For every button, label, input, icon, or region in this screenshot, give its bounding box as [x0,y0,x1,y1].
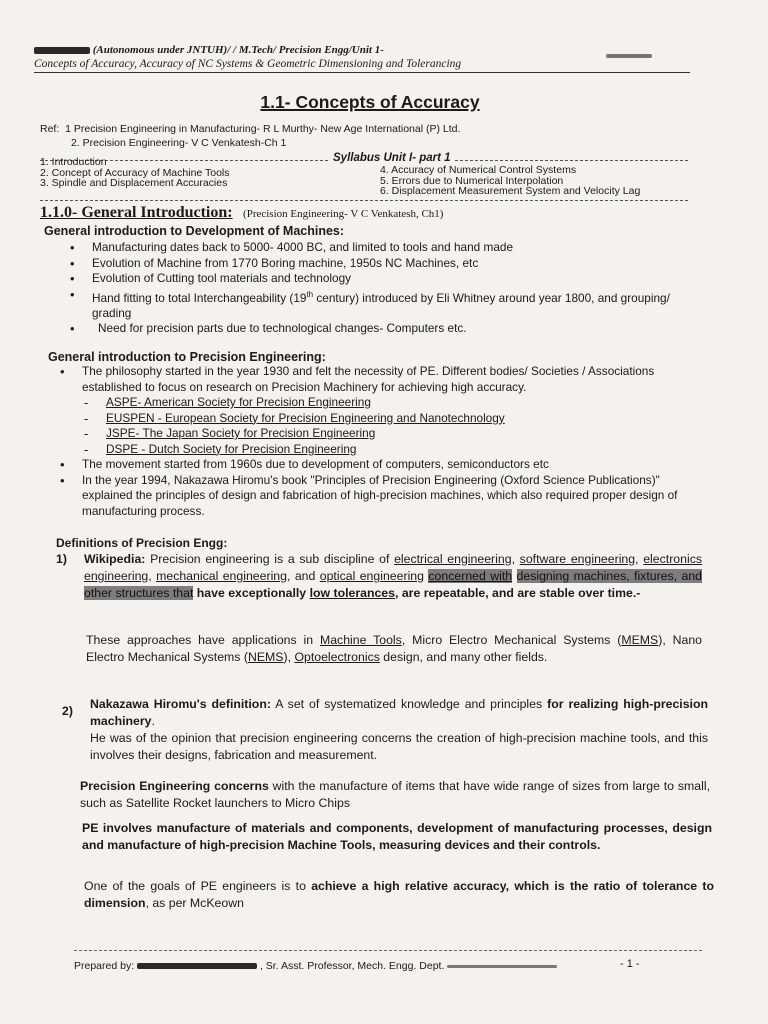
highlighted-text: designing machines, fixtures, and other structures that [84,569,703,600]
list-item: - EUSPEN - European Society for Precision Engineering and Nanotechnology [82,411,690,427]
header-line-1: (Autonomous under JNTUH)/ / M.Tech/ Precision Engg/Unit 1- [34,44,694,56]
list-item: • Evolution of Machine from 1770 Boring machine, 1950s NC Machines, etc [66,256,686,272]
list-item: • Manufacturing dates back to 5000- 4000 BC, and limited to tools and hand made [66,240,686,256]
definition-2: Nakazawa Hiromu's definition: A set of systematized knowledge and principles for realizing high-precision machinery. He was of the opinion that precision engineering concerns the creation of high-precision machine tools, and this involves their designs, fabrication and measurement. [90,697,708,762]
header-rule [34,72,690,73]
page-number: - 1 - [620,958,640,970]
list-item: - JSPE- The Japan Society for Precision Engineering [82,426,690,442]
definition-2-number: 2) [62,704,73,718]
definition-1: Wikipedia: Precision engineering is a sub discipline of electrical engineering, software engineering, electronics engineering, mechanical engineering, and optical engineering concerned with designing machines, fixtures, and other structures that have exceptionally low tolerances, are repeatable, and are stable over time.- [84,552,703,600]
machines-list [66,240,686,337]
list-item: - ASPE- American Society for Precision Engineering [82,395,690,411]
list-item: • In the year 1994, Nakazawa Hiromu's book "Principles of Precision Engineering (Oxford Science Publications)" explained the principles of design and fabrication of high-precision machines, which also required proper design of manufacturing process. [56,473,690,520]
page-header [34,44,694,70]
header-line-2: Concepts of Accuracy, Accuracy of NC Systems & Geometric Dimensioning and Tolerancing [34,58,462,70]
list-item: • The philosophy started in the year 1930 and felt the necessity of PE. Different bodies/ Societies / Associations established to focus on research on Precision Machinery for achieving high accuracy. - ASPE- American Society for Precision Engineering - EUSPEN - European Society for Precision Engineering and Nanotechnology - JSPE- The Japan Society for Precision Engineering - DSPE - Dutch Society for Precision Engineering [56,364,690,457]
concerns-paragraph: Precision Engineering concerns with the manufacture of items that have wide range of sizes from large to small, such as Satellite Rocket launchers to Micro Chips [80,779,710,810]
definitions-heading: Definitions of Precision Engg: [56,536,228,550]
syllabus-left-list: 1. Introduction 2. Concept of Accuracy of Machine Tools 3. Spindle and Displacement Accuracies [40,156,230,189]
section-heading: 1.1.0- General Introduction: (Precision Engineering- V C Venkatesh, Ch1) [40,204,444,221]
goals-paragraph: One of the goals of PE engineers is to achieve a high relative accuracy, which is the ratio of tolerance to dimension, as per McKeown [84,879,714,910]
precision-heading: General introduction to Precision Engineering: [48,350,326,364]
definition-1-number: 1) [56,552,67,566]
page-title: 1.1- Concepts of Accuracy [260,92,480,112]
society-list [82,395,690,457]
list-item: • Need for precision parts due to technological changes- Computers etc. [66,321,686,337]
list-item: • Evolution of Cutting tool materials and technology [66,271,686,287]
page-footer: Prepared by: , Sr. Asst. Professor, Mech. Engg. Dept. [74,960,644,972]
list-item: - DSPE - Dutch Society for Precision Engineering [82,442,690,458]
precision-list [56,364,690,519]
redacted-text [137,963,257,969]
references: Ref: 1 Precision Engineering in Manufacturing- R L Murthy- New Age International (P) Ltd. 2. Precision Engineering- V C Venkatesh-Ch 1 [40,123,461,149]
syllabus-bottom-rule [40,200,688,201]
list-item: • The movement started from 1960s due to development of computers, semiconductors etc [56,457,690,473]
list-item: • Hand fitting to total Interchangeability (19th century) introduced by Eli Whitney around year 1800, and grouping/ grading [66,287,686,322]
involves-paragraph: PE involves manufacture of materials and components, development of manufacturing processes, design and manufacture of high-precision Machine Tools, measuring devices and their controls. [82,821,712,852]
syllabus-right-list: 4. Accuracy of Numerical Control Systems 5. Errors due to Numerical Interpolation 6. Displacement Measurement System and Velocity Lag [380,164,641,197]
redacted-text [34,47,90,54]
signature-scribble [606,54,652,58]
syllabus-title: Syllabus Unit I- part 1 [330,152,454,164]
footer-rule [74,950,702,951]
redacted-text [447,965,557,968]
machines-heading: General introduction to Development of Machines: [44,224,345,238]
applications-paragraph: These approaches have applications in Machine Tools, Micro Electro Mechanical Systems (MEMS), Nano Electro Mechanical Systems (NEMS), Optoelectronics design, and many other fields. [86,633,703,664]
highlighted-text: concerned with [428,569,513,583]
